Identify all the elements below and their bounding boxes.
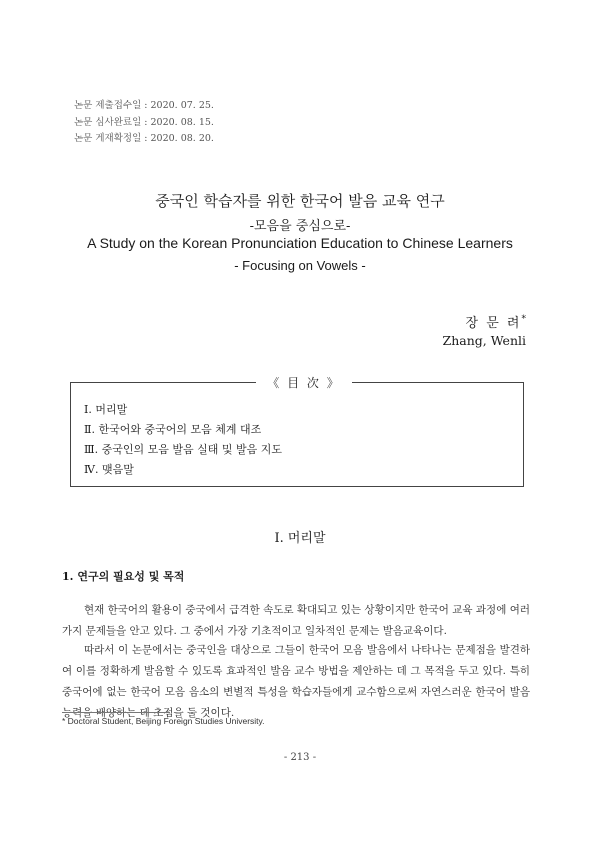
body-paragraph: 현재 한국어의 활용이 중국에서 급격한 속도로 확대되고 있는 상황이지만 한국어 교육 과정에 여러 가지 문제들을 안고 있다. 그 중에서 가장 기초적이고 일차적인 문제는 발음교육이다. — [62, 604, 530, 637]
subsection-heading: 1. 연구의 필요성 및 목적 — [62, 570, 185, 583]
submission-dates — [74, 98, 214, 148]
date-submitted: 논문 제출접수일 : 2020. 07. 25. — [74, 100, 214, 111]
section-heading: Ⅰ. 머리말 — [274, 531, 326, 546]
toc-list — [84, 400, 282, 480]
page-number: - 213 - — [283, 752, 317, 763]
toc-heading: 《 目 次 》 — [256, 374, 352, 391]
toc-item: Ⅱ. 한국어와 중국어의 모음 체계 대조 — [84, 423, 262, 436]
author-korean-name — [466, 312, 526, 331]
toc-item: Ⅳ. 맺음말 — [84, 463, 134, 476]
author-english-name: Zhang, Wenli — [442, 333, 526, 348]
english-title: A Study on the Korean Pronunciation Education to Chinese Learners — [87, 235, 513, 251]
footnote: * Doctoral Student, Beijing Foreign Studies University. — [62, 716, 265, 726]
toc-item: Ⅲ. 중국인의 모음 발음 실태 및 발음 지도 — [84, 443, 282, 456]
korean-title: 중국인 학습자를 위한 한국어 발음 교육 연구 — [155, 192, 445, 210]
english-subtitle: - Focusing on Vowels - — [234, 258, 366, 273]
body-paragraph: 따라서 이 논문에서는 중국인을 대상으로 그들이 한국어 모음 발음에서 나타나는 문제점을 발견하여 이를 정확하게 발음할 수 있도록 효과적인 발음 교수 방법을 제안하는 데 그 목적을 두고 있다. 특히 중국어에 없는 한국어 모음 음소의 변별적 특성을 학습자들에게 교수함으로써 자연스러운 한국어 발음 능력을 배양하는 데 초점을 둘 것이다. — [62, 644, 530, 719]
date-accepted: 논문 게재확정일 : 2020. 08. 20. — [74, 133, 214, 144]
footnote-divider — [62, 712, 170, 713]
toc-item: Ⅰ. 머리말 — [84, 403, 128, 416]
korean-subtitle: -모음을 중심으로- — [249, 219, 351, 234]
author-name-text: 장 문 려 — [465, 316, 522, 331]
date-reviewed: 논문 심사완료일 : 2020. 08. 15. — [74, 116, 214, 128]
footnote-marker: * — [521, 314, 526, 325]
